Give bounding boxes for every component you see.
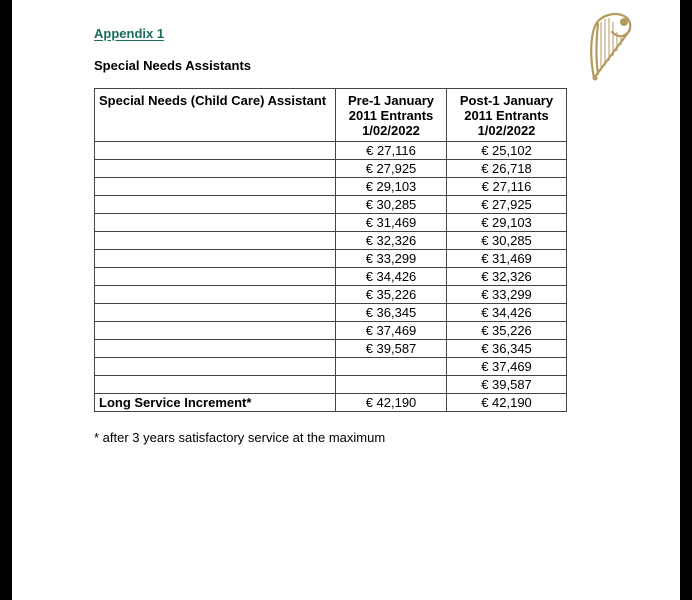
header-line: 2011 Entrants (464, 108, 549, 123)
pre-2011-header (336, 89, 447, 142)
table-row (95, 322, 567, 340)
pre-2011-value: € 33,299 (336, 250, 447, 268)
appendix-heading: Appendix 1 (94, 26, 165, 41)
post-2011-value: € 31,469 (447, 250, 567, 268)
role-cell (95, 142, 336, 160)
section-title: Special Needs Assistants (94, 58, 252, 73)
header-line: 1/02/2022 (362, 123, 420, 138)
pre-2011-value: € 37,469 (336, 322, 447, 340)
role-cell (95, 322, 336, 340)
role-cell (95, 286, 336, 304)
role-header: Special Needs (Child Care) Assistant (95, 89, 336, 142)
pre-2011-value: € 39,587 (336, 340, 447, 358)
header-line: Post-1 January (459, 93, 554, 108)
table-row (95, 340, 567, 358)
table-row (95, 250, 567, 268)
post-2011-value: € 37,469 (447, 358, 567, 376)
post-2011-value: € 34,426 (447, 304, 567, 322)
footnote: * after 3 years satisfactory service at the maximum (94, 430, 386, 445)
table-row (95, 376, 567, 394)
header-line: 1/02/2022 (477, 123, 536, 138)
post-2011-value: € 33,299 (447, 286, 567, 304)
salary-scale-table (94, 88, 567, 412)
table-row (95, 160, 567, 178)
pre-2011-value: € 35,226 (336, 286, 447, 304)
long-service-label: Long Service Increment* (95, 394, 336, 412)
role-cell (95, 250, 336, 268)
pre-2011-value: € 34,426 (336, 268, 447, 286)
pre-2011-value (336, 376, 447, 394)
post-2011-header (447, 89, 567, 142)
post-2011-value: € 27,116 (447, 178, 567, 196)
role-cell (95, 214, 336, 232)
pre-2011-value: € 29,103 (336, 178, 447, 196)
role-cell (95, 340, 336, 358)
post-2011-value: € 30,285 (447, 232, 567, 250)
document-page (12, 0, 680, 600)
role-cell (95, 178, 336, 196)
table-row (95, 304, 567, 322)
long-service-post: € 42,190 (447, 394, 567, 412)
table-row (95, 142, 567, 160)
table-row (95, 286, 567, 304)
post-2011-value: € 26,718 (447, 160, 567, 178)
table-row (95, 358, 567, 376)
pre-2011-value: € 36,345 (336, 304, 447, 322)
table-row (95, 196, 567, 214)
post-2011-value: € 29,103 (447, 214, 567, 232)
pre-2011-value: € 30,285 (336, 196, 447, 214)
pre-2011-value: € 27,116 (336, 142, 447, 160)
role-cell (95, 304, 336, 322)
table-row (95, 268, 567, 286)
post-2011-value: € 35,226 (447, 322, 567, 340)
post-2011-value: € 39,587 (447, 376, 567, 394)
pre-2011-value: € 27,925 (336, 160, 447, 178)
role-cell (95, 160, 336, 178)
table-row (95, 232, 567, 250)
role-cell (95, 376, 336, 394)
role-cell (95, 268, 336, 286)
long-service-row (95, 394, 567, 412)
table-row (95, 214, 567, 232)
post-2011-value: € 36,345 (447, 340, 567, 358)
header-line: 2011 Entrants (348, 108, 434, 123)
table-body (95, 142, 567, 394)
post-2011-value: € 27,925 (447, 196, 567, 214)
role-cell (95, 196, 336, 214)
post-2011-value: € 32,326 (447, 268, 567, 286)
role-cell (95, 358, 336, 376)
header-line: Pre-1 January (348, 93, 434, 108)
long-service-pre: € 42,190 (336, 394, 447, 412)
table-row (95, 178, 567, 196)
pre-2011-value (336, 358, 447, 376)
table-header-row (95, 89, 567, 142)
pre-2011-value: € 31,469 (336, 214, 447, 232)
post-2011-value: € 25,102 (447, 142, 567, 160)
harp-emblem-icon (586, 8, 636, 84)
role-cell (95, 232, 336, 250)
pre-2011-value: € 32,326 (336, 232, 447, 250)
